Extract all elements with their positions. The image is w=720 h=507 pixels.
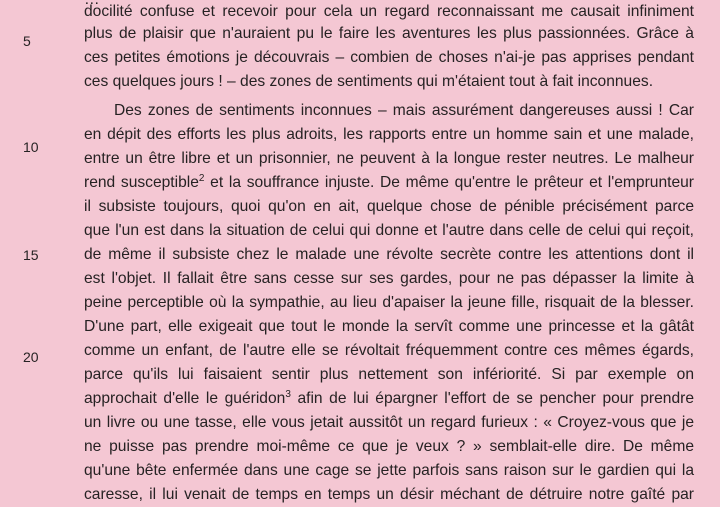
text-line-2: plus de plaisir que n'auraient pu le faire les aventures les plus passionnées. Grâce à [84, 25, 694, 42]
text-line-18: un livre ou une tasse, elle vous jetait aussitôt un regard furieux : « Croyez-vous que je [84, 414, 694, 431]
text-line-4: ces quelques jours ! – des zones de sentiments qui m'étaient tout à fait inconnues. [84, 73, 654, 90]
text-line-9: il subsiste toujours, quoi qu'on en ait, quelque chose de pénible précisément parce [84, 198, 694, 215]
text-line-10: que l'un est dans la situation de celui qui donne et l'autre dans celle de celui qui reçoit, [84, 222, 694, 239]
text-line-1: docilité confuse et recevoir pour cela un regard reconnaissant me causait infiniment [84, 3, 694, 20]
text-line-11: de même il subsiste chez le malade une révolte secrète contre les attentions dont il [84, 246, 694, 263]
text-line-21: caresse, il lui venait de temps en temps un désir méchant de détruire notre gaîté par [84, 486, 694, 503]
text-line-16: parce qu'ils lui faisaient sentir plus nettement son infériorité. Si par exemple on [84, 366, 694, 383]
footnote-marker-3[interactable]: 3 [285, 388, 291, 400]
line-number-5: 5 [23, 33, 31, 49]
line-number-20: 20 [23, 349, 39, 365]
text-line-8-part-a: rend susceptible [84, 174, 199, 191]
text-line-17-part-a: approchait d'elle le guéridon [84, 390, 286, 407]
line-number-10: 10 [23, 139, 39, 155]
text-line-17-part-b: afin de lui épargner l'effort de se pencher pour prendre [290, 390, 694, 407]
text-line-15: comme un enfant, de l'autre elle se révoltait fréquemment contre ces mêmes égards, [84, 342, 694, 359]
text-line-17 [84, 387, 694, 411]
text-line-7: entre un être libre et un prisonnier, ne peuvent à la longue rester neutres. Le malheur [84, 150, 694, 167]
text-line-19: ne puisse pas prendre moi-même ce que je veux ? » semblait-elle dire. De même [84, 438, 694, 455]
text-line-13: peine perceptible où la sympathie, au lieu d'apaiser la jeune fille, risquait de la blesser. [84, 294, 694, 311]
text-line-6: en dépit des efforts les plus adroits, les rapports entre un homme sain et une malade, [84, 126, 694, 143]
paragraph-start-line: Des zones de sentiments inconnues – mais assurément dangereuses aussi ! Car [114, 102, 694, 119]
text-line-8 [84, 171, 694, 195]
text-line-14: D'une part, elle exigeait que tout le monde la servît comme une princesse et la gâtât [84, 318, 694, 335]
footnote-marker-2[interactable]: 2 [198, 172, 205, 184]
text-line-8-part-b: et la souffrance injuste. De même qu'entre le prêteur et l'emprunteur [204, 174, 694, 191]
line-number-15: 15 [23, 247, 39, 263]
text-line-12: est l'objet. Il fallait être sans cesse sur ses gardes, pour ne pas dépasser la limite à [84, 270, 694, 287]
text-line-3: ces petites émotions je découvrais – combien de choses n'ai-je pas apprises pendant [84, 49, 694, 66]
text-line-20: qu'une bête enfermée dans une cage se jette parfois sans raison sur le gardien qui la [84, 462, 694, 479]
